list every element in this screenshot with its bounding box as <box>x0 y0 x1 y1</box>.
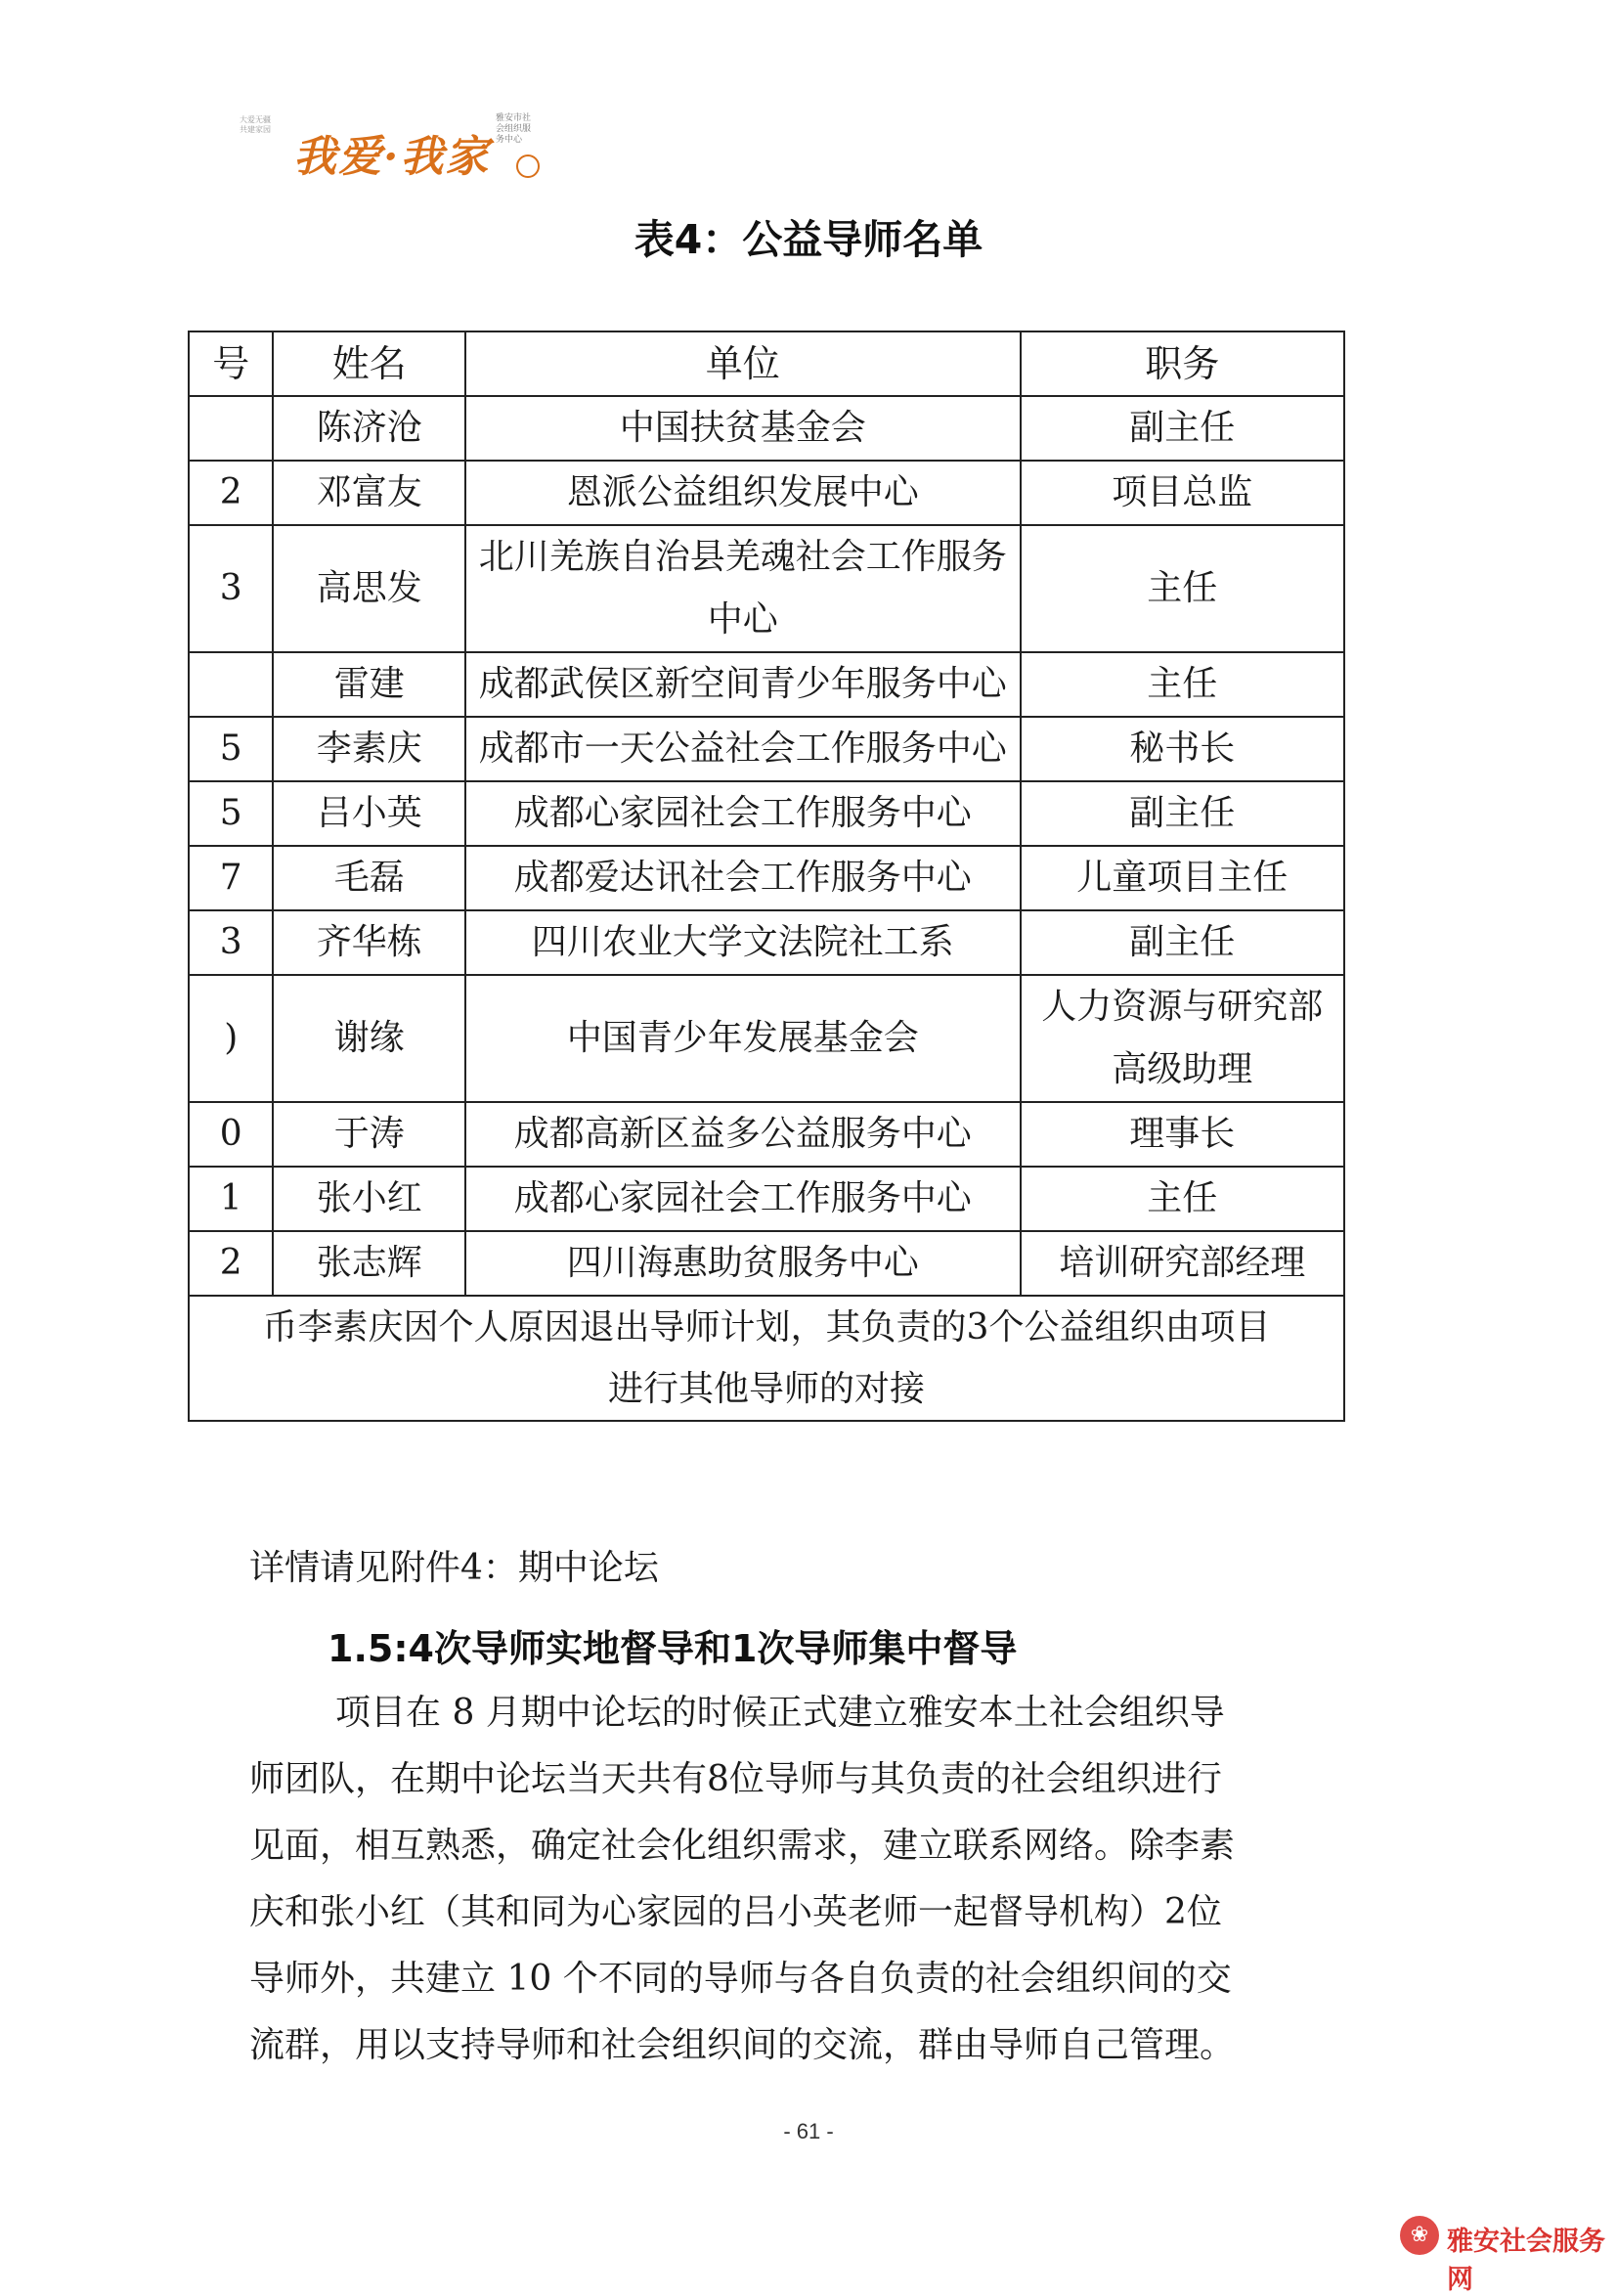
logo-side-text: 雅安市社会组织服务中心 <box>496 113 532 145</box>
logo-circle-icon <box>516 155 540 178</box>
site-watermark <box>1396 2212 1617 2295</box>
logo-text: 我爱·我家 <box>293 132 491 182</box>
row-unit: 成都武侯区新空间青少年服务中心 <box>465 652 1021 717</box>
row-name: 张小红 <box>273 1167 465 1231</box>
row-position: 副主任 <box>1021 396 1344 461</box>
paragraph-line: 项目在 8 月期中论坛的时候正式建立雅安本土社会组织导 <box>335 1693 1225 1733</box>
row-number: 5 <box>189 717 273 781</box>
row-number: 5 <box>189 781 273 846</box>
table-row <box>189 975 1344 1102</box>
table-row <box>189 717 1344 781</box>
row-number: 3 <box>189 525 273 652</box>
detail-reference: 详情请见附件4：期中论坛 <box>249 1548 659 1588</box>
mentor-table <box>188 331 1345 1422</box>
row-position: 主任 <box>1021 525 1344 652</box>
table-row <box>189 652 1344 717</box>
row-number: 3 <box>189 910 273 975</box>
row-number: 7 <box>189 846 273 910</box>
watermark-text: 雅安社会服务网 <box>1447 2227 1605 2295</box>
table-title: 表4：公益导师名单 <box>634 216 983 263</box>
row-name: 高思发 <box>273 525 465 652</box>
paragraph-line: 庆和张小红（其和同为心家园的吕小英老师一起督导机构）2位 <box>249 1892 1222 1932</box>
table-row <box>189 1102 1344 1167</box>
row-number <box>189 652 273 717</box>
table-note-row <box>189 1296 1344 1421</box>
paragraph-line: 流群，用以支持导师和社会组织间的交流，群由导师自己管理。 <box>249 2025 1236 2065</box>
logo-left-small-text: 大爱无疆 共建家园 <box>240 115 271 134</box>
table-row <box>189 846 1344 910</box>
table-row <box>189 1231 1344 1296</box>
row-name: 邓富友 <box>273 461 465 525</box>
header-logo <box>240 108 533 200</box>
table-row <box>189 461 1344 525</box>
header-number: 号 <box>189 331 273 396</box>
row-number: 0 <box>189 1102 273 1167</box>
header-name: 姓名 <box>273 331 465 396</box>
table-row <box>189 781 1344 846</box>
row-position: 人力资源与研究部高级助理 <box>1021 975 1344 1102</box>
table-header-row <box>189 331 1344 396</box>
row-unit: 成都爱达讯社会工作服务中心 <box>465 846 1021 910</box>
row-name: 于涛 <box>273 1102 465 1167</box>
row-unit: 成都高新区益多公益服务中心 <box>465 1102 1021 1167</box>
row-unit: 成都心家园社会工作服务中心 <box>465 781 1021 846</box>
table-row <box>189 396 1344 461</box>
row-unit: 四川农业大学文法院社工系 <box>465 910 1021 975</box>
row-unit: 中国青少年发展基金会 <box>465 975 1021 1102</box>
flower-icon: ❀ <box>1400 2216 1439 2255</box>
row-unit: 成都心家园社会工作服务中心 <box>465 1167 1021 1231</box>
paragraph-line: 见面，相互熟悉，确定社会化组织需求，建立联系网络。除李素 <box>249 1826 1236 1866</box>
table-note <box>189 1296 1344 1421</box>
row-unit: 四川海惠助贫服务中心 <box>465 1231 1021 1296</box>
row-position: 副主任 <box>1021 781 1344 846</box>
row-unit: 中国扶贫基金会 <box>465 396 1021 461</box>
row-position: 儿童项目主任 <box>1021 846 1344 910</box>
table-note-line: 币李素庆因个人原因退出导师计划，其负责的3个公益组织由项目 <box>262 1307 1271 1347</box>
header-unit: 单位 <box>465 331 1021 396</box>
row-name: 齐华栋 <box>273 910 465 975</box>
mentor-table-container <box>212 331 1375 1533</box>
paragraph-line: 师团队，在期中论坛当天共有8位导师与其负责的社会组织进行 <box>249 1759 1222 1799</box>
row-name: 张志辉 <box>273 1231 465 1296</box>
row-number <box>189 396 273 461</box>
body-paragraph <box>249 1680 1374 2079</box>
row-position: 副主任 <box>1021 910 1344 975</box>
paragraph-line: 导师外，共建立 10 个不同的导师与各自负责的社会组织间的交 <box>249 1959 1232 1999</box>
row-position: 秘书长 <box>1021 717 1344 781</box>
row-unit: 成都市一天公益社会工作服务中心 <box>465 717 1021 781</box>
row-number: 2 <box>189 461 273 525</box>
page-number: - 61 - <box>783 2119 834 2143</box>
table-row <box>189 1167 1344 1231</box>
row-name: 毛磊 <box>273 846 465 910</box>
row-number: 1 <box>189 1167 273 1231</box>
section-heading: 1.5:4次导师实地督导和1次导师集中督导 <box>328 1627 1018 1670</box>
table-row <box>189 910 1344 975</box>
row-name: 陈济沧 <box>273 396 465 461</box>
row-unit: 恩派公益组织发展中心 <box>465 461 1021 525</box>
row-position: 培训研究部经理 <box>1021 1231 1344 1296</box>
row-unit: 北川羌族自治县羌魂社会工作服务中心 <box>465 525 1021 652</box>
row-position: 理事长 <box>1021 1102 1344 1167</box>
row-name: 李素庆 <box>273 717 465 781</box>
row-name: 雷建 <box>273 652 465 717</box>
row-name: 谢缘 <box>273 975 465 1102</box>
table-row <box>189 525 1344 652</box>
row-name: 吕小英 <box>273 781 465 846</box>
header-position: 职务 <box>1021 331 1344 396</box>
table-note-line: 进行其他导师的对接 <box>607 1369 925 1409</box>
row-number: 2 <box>189 1231 273 1296</box>
row-position: 项目总监 <box>1021 461 1344 525</box>
row-number: ) <box>189 975 273 1102</box>
row-position: 主任 <box>1021 1167 1344 1231</box>
row-position: 主任 <box>1021 652 1344 717</box>
